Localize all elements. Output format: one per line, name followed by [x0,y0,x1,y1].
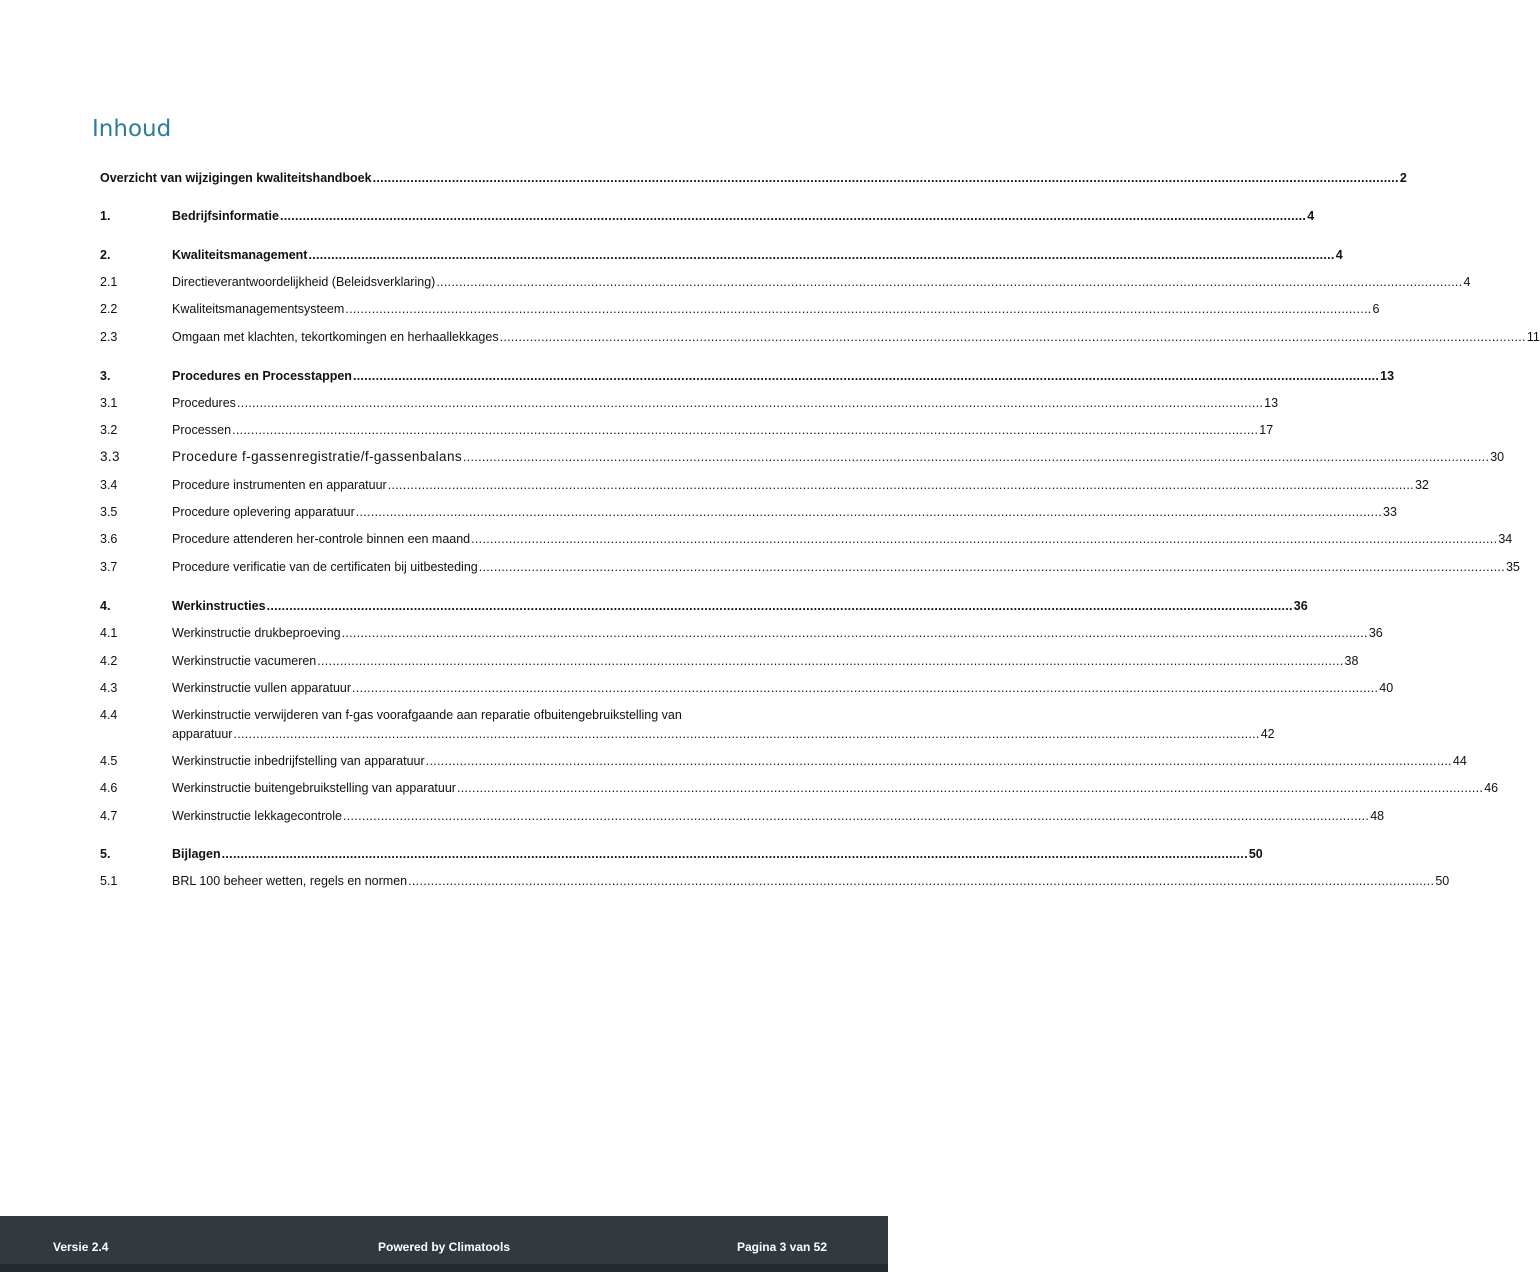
toc-entry-page: 40 [1379,681,1394,695]
toc-entry-title: Directieverantwoordelijkheid (Beleidsverklaring) [172,275,436,289]
toc-leader [341,625,1369,641]
toc-entry-title: Procedure instrumenten en apparatuur [172,478,387,492]
toc-entry[interactable] [100,170,1407,186]
toc-entry-title: Procedure verificatie van de certificaten bij uitbesteding [172,560,478,574]
toc-entry-title: Procedures en Processtappen [172,369,352,383]
toc-entry-title: Processen [172,423,232,437]
toc-entry-number: 2. [100,248,111,262]
toc-entry[interactable] [100,680,1394,696]
toc-entry-number: 2.3 [100,330,118,344]
toc-entry-number: 3.4 [100,478,118,492]
toc-entry[interactable] [100,625,1383,641]
toc-entry-title-continued: apparatuur [172,727,233,741]
toc-entry-page: 33 [1383,505,1397,519]
toc-entry-page: 34 [1498,532,1513,546]
toc-entry[interactable] [100,301,1380,317]
toc-entry-page: 4 [1335,248,1343,262]
toc-entry[interactable] [100,274,1471,290]
toc-leader [344,301,1372,317]
toc-entry-page: 48 [1370,809,1385,823]
toc-entry-page: 50 [1248,847,1263,861]
toc-leader [307,247,1335,263]
toc-leader [279,208,1307,224]
toc-leader [342,808,1370,824]
toc-entry[interactable] [100,395,1279,411]
toc-entry[interactable] [100,422,1274,438]
footer-page-number: Pagina 3 van 52 [736,1240,827,1254]
toc-entry-title: Bijlagen [172,847,221,861]
toc-entry[interactable] [100,873,1450,889]
toc-entry[interactable] [100,329,1540,345]
toc-entry[interactable] [100,753,1467,769]
toc-entry-number: 3.5 [100,505,118,519]
toc-entry-number: 4.4 [100,708,118,722]
toc-leader [462,449,1490,465]
toc-entry-title: Werkinstructie inbedrijfstelling van apparatuur [172,754,425,768]
toc-entry-number: 3.1 [100,396,118,410]
toc-entry[interactable] [100,846,1263,862]
toc-entry-page: 13 [1380,369,1395,383]
toc-entry-number: 3.2 [100,423,118,437]
toc-entry-number: 4.5 [100,754,118,768]
toc-entry[interactable] [100,504,1397,520]
toc-leader [478,559,1506,575]
toc-entry-number: 4.3 [100,681,118,695]
toc-entry[interactable] [100,559,1520,575]
toc-entry[interactable] [100,707,1275,742]
toc-leader [221,846,1249,862]
toc-entry-title: Werkinstructie vacumeren [172,654,317,668]
toc-leader [456,780,1484,796]
toc-leader [231,422,1259,438]
toc-leader [387,477,1415,493]
toc-entry-number: 5. [100,847,111,861]
toc-entry-number: 3.3 [100,449,120,464]
toc-entry[interactable] [100,368,1395,384]
toc-entry-page: 30 [1490,450,1505,464]
toc-entry-title: Procedure oplevering apparatuur [172,505,355,519]
toc-leader [236,395,1264,411]
toc-entry-title: Bedrijfsinformatie [172,209,279,223]
toc-leader [351,680,1379,696]
toc-leader [232,726,1260,742]
toc-entry-title: Kwaliteitsmanagement [172,248,308,262]
toc-entry-number: 2.1 [100,275,118,289]
toc-leader [355,504,1383,520]
toc-entry[interactable] [100,780,1499,796]
toc-leader [499,329,1527,345]
toc-entry-number: 2.2 [100,302,118,316]
toc-entry-number: 4.6 [100,781,118,795]
toc-entry[interactable] [100,598,1308,614]
toc-entry-title: BRL 100 beheer wetten, regels en normen [172,874,408,888]
toc-entry-number: 1. [100,209,111,223]
toc-entry-number: 3.6 [100,532,118,546]
toc-entry-title: Werkinstructie lekkagecontrole [172,809,342,823]
toc-entry-title: Werkinstructie buitengebruikstelling van apparatuur [172,781,456,795]
toc-entry-title: Overzicht van wijzigingen kwaliteitshandboek [100,171,372,185]
toc-entry-title: Procedure attenderen her-controle binnen een maand [172,532,471,546]
toc-entry-page: 2 [1399,171,1407,185]
toc-leader [470,531,1498,547]
footer-version: Versie 2.4 [53,1240,109,1254]
toc-entry-number: 3.7 [100,560,118,574]
toc-entry-page: 32 [1414,478,1429,492]
toc-entry-title: Werkinstructie drukbeproeving [172,626,341,640]
toc-entry-page: 46 [1484,781,1499,795]
toc-leader [372,170,1400,186]
toc-entry-page: 11 [1526,330,1540,344]
toc-entry-title: Werkinstructie vullen apparatuur [172,681,352,695]
footer-powered-by: Powered by Climatools [377,1240,511,1254]
toc-entry-title: Werkinstructie verwijderen van f-gas voorafgaande aan reparatie ofbuitengebruikstelling van [172,708,682,722]
toc-leader [266,598,1294,614]
toc-entry-page: 35 [1505,560,1520,574]
toc-entry-page: 13 [1264,396,1279,410]
toc-entry-page: 42 [1260,727,1275,741]
toc-leader [316,653,1344,669]
toc-entry-page: 44 [1452,754,1467,768]
toc-entry[interactable] [100,808,1385,824]
toc-entry-title: Kwaliteitsmanagementsysteem [172,302,345,316]
toc-entry-page: 36 [1368,626,1383,640]
toc-entry[interactable] [100,208,1315,224]
footer-bottom-stripe [0,1264,888,1272]
toc-entry-page: 6 [1372,302,1380,316]
toc-entry-page: 38 [1344,654,1359,668]
toc-entry-title: Omgaan met klachten, tekortkomingen en herhaallekkages [172,330,499,344]
toc-entry[interactable] [100,477,1429,493]
toc-entry[interactable] [100,653,1359,669]
toc-entry-title: Procedure f-gassenregistratie/f-gassenbalans [172,449,462,464]
toc-leader [425,753,1453,769]
toc-entry-number: 3. [100,369,111,383]
toc-leader [352,368,1380,384]
toc-entry[interactable] [100,531,1513,547]
toc-entry[interactable] [100,449,1505,465]
toc-leader [435,274,1463,290]
toc-entry-page: 4 [1463,275,1471,289]
toc-entry-number: 4.1 [100,626,118,640]
toc-leader [407,873,1435,889]
page-footer [0,1216,888,1272]
toc-entry-number: 4.2 [100,654,118,668]
toc-entry-title: Werkinstructies [172,599,266,613]
toc-entry-number: 5.1 [100,874,118,888]
toc-entry-number: 4. [100,599,111,613]
toc-entry[interactable] [100,247,1343,263]
toc-entry-page: 50 [1435,874,1450,888]
toc-entry-page: 17 [1259,423,1274,437]
page-title: Inhoud [92,116,172,142]
toc-entry-page: 36 [1293,599,1308,613]
toc-entry-number: 4.7 [100,809,118,823]
toc-entry-title: Procedures [172,396,236,410]
toc-entry-page: 4 [1307,209,1315,223]
